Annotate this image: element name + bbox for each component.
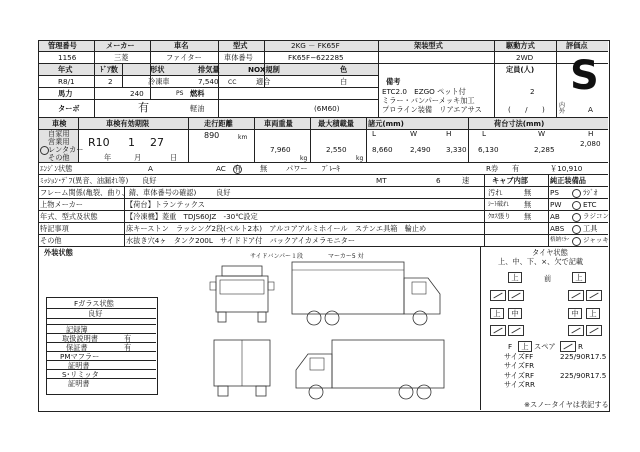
s-limiter-label: S･リミッタ: [62, 370, 99, 379]
sharyo-juryo-label: 車両重量: [264, 119, 293, 128]
keijo-label: 形状: [150, 65, 165, 74]
line: [94, 99, 95, 117]
hosho-value: 有: [124, 343, 132, 352]
nai-value: A: [588, 105, 593, 114]
teiin-paren: ( / ): [508, 105, 545, 114]
mission-label: ﾐｯｼｮﾝ･ﾃﾞﾌ(異音、油漏れ等): [40, 176, 129, 185]
shaken-day: 27: [150, 136, 164, 149]
tsuki-label: 月: [134, 153, 142, 162]
biko-line-2: ミラー・バンパーメッキ加工: [382, 96, 475, 105]
tire-slot: [568, 325, 584, 336]
tire-slot: [490, 290, 506, 301]
hi-label: 日: [170, 153, 178, 162]
line: [38, 87, 378, 88]
line: [38, 129, 608, 130]
kudo-value: 2WD: [516, 53, 534, 62]
cabin-item-value: 無: [524, 200, 532, 209]
cabin-item-label: 汚れ: [488, 188, 503, 197]
truck-rear-view: [208, 336, 278, 400]
line: [366, 117, 367, 162]
W-label: W: [410, 129, 418, 138]
hyoka-label: 評価点: [566, 41, 588, 50]
equip-pw: PW: [550, 200, 562, 209]
L-value: 8,660: [372, 145, 393, 154]
tire-slot: [560, 341, 576, 352]
nox-value: 適合: [256, 77, 271, 86]
power-label: パワー: [286, 164, 308, 173]
W2-value: 2,285: [534, 145, 555, 154]
size-ff-label: サイズFF: [504, 352, 534, 361]
rental-label: レンタカー: [48, 145, 84, 154]
W-value: 2,490: [410, 145, 431, 154]
shaken-label: 車検: [52, 119, 67, 128]
line: [94, 40, 95, 99]
appraisal-sheet: [38, 40, 608, 410]
rikaku-label: R券: [486, 164, 499, 173]
equip-etc: ETC: [583, 200, 597, 209]
mission-value: 良好: [142, 176, 157, 185]
line: [46, 318, 156, 319]
tire-f-label: F: [508, 342, 513, 351]
gaikan-label: 外装状態: [44, 248, 73, 257]
nai-label: 内: [559, 102, 566, 109]
tire-front-left: 上: [508, 272, 522, 283]
tire-slot: [586, 290, 602, 301]
tire-rear-3: 中: [568, 308, 582, 319]
iro-label: 色: [340, 65, 348, 74]
shaken-month: 1: [128, 136, 135, 149]
recycle-value: ￥10,910: [550, 164, 583, 173]
gear-value: (6M60): [314, 104, 340, 113]
line: [38, 51, 608, 52]
tire-slot: [508, 325, 524, 336]
bumper-note: サイドバンパー１段: [250, 253, 304, 260]
kasou-katashiki-label: 年式、型式及状態: [40, 212, 98, 221]
shomeisho-1: 証明書: [68, 361, 90, 370]
tire-slot: [586, 325, 602, 336]
sekisai-value: 2,550: [326, 145, 347, 154]
H-value: 3,330: [446, 145, 467, 154]
shamei-value: ファイター: [166, 53, 202, 62]
tire-spare: 上: [518, 341, 532, 352]
sonota-row-label: その他: [40, 236, 62, 245]
line: [38, 75, 378, 76]
frame-label: フレーム関係(亀裂、曲り、錆、車体番号の確認): [40, 188, 197, 197]
f-glass-value: 良好: [88, 309, 103, 318]
shomeisho-2: 証明書: [68, 379, 90, 388]
equip-radio: ﾗｼﾞｵ: [583, 188, 598, 197]
line: [188, 117, 189, 162]
kaisou-katashiki-label: 架装型式: [414, 41, 443, 50]
kasou-katashiki-value: 【冷凍機】菱重 TDJS60JZ -30℃設定: [126, 212, 258, 221]
speeds-value: 6: [436, 176, 441, 185]
equip-kogu: 工具: [583, 224, 598, 233]
km-unit: km: [238, 134, 248, 141]
maker-value: 三菱: [114, 53, 129, 62]
line: [38, 174, 608, 175]
keijo-value: 冷凍車: [148, 77, 170, 86]
line: [264, 40, 265, 63]
kudo-label: 駆動方式: [506, 41, 535, 50]
line: [378, 40, 379, 117]
kasou-maker-label: 上物メーカー: [40, 200, 83, 209]
turbo-label: ターボ: [58, 104, 80, 113]
engine-value: A: [148, 164, 153, 173]
cabin-item-value: 無: [524, 212, 532, 221]
tire-front-right: 上: [572, 272, 586, 283]
equip-mirror: 格納ﾐﾗｰ: [550, 237, 570, 243]
equip-radicon: ラジコン: [583, 212, 609, 220]
equip-jack: ジャッキ: [583, 236, 609, 244]
W2-label: W: [538, 129, 546, 138]
size-ff-value: 225/90R17.5: [560, 352, 607, 361]
haikiryo-value: 7,540: [198, 77, 219, 86]
biko-line-3: プロライン装備 リアエアサス: [382, 105, 482, 114]
equip-ab-circle: [572, 213, 581, 222]
shatai-value: FK65F−622285: [288, 53, 344, 62]
shaken-R: R10: [88, 136, 110, 149]
shaken-kigen-label: 車検有効期限: [106, 119, 150, 128]
bariki-value: 240: [130, 89, 144, 98]
biko-line-1: ETC2.0 EZGO ペット付: [382, 87, 466, 96]
teiin-label: 定員(人): [506, 65, 535, 74]
gai-label: 外: [559, 108, 566, 115]
sonota-row-value: 水抜き穴4ヶ タンク200L サイドドア付 バックアイカメラモニター: [126, 236, 356, 245]
H2-label: H: [588, 129, 594, 138]
cabin-item-label: ｸﾛｽ張り: [488, 212, 511, 220]
cabin-item-value: 無: [524, 188, 532, 197]
nenshiki-value: R8/1: [58, 77, 75, 86]
teiin-value: 2: [530, 87, 535, 96]
kyori-value: 890: [204, 131, 220, 140]
ac-yes: 有: [234, 164, 242, 173]
cabin-item-label: ｼｰﾄ破れ: [488, 201, 510, 208]
truck-side-view-top: [288, 258, 448, 330]
kanri-bango-label: 管理番号: [48, 41, 77, 50]
line: [480, 246, 481, 410]
mt-label: MT: [376, 176, 387, 185]
tokki-label: 特記事項: [40, 224, 69, 233]
tire-mae-label: 前: [544, 274, 552, 283]
nenryo-label: 燃料: [190, 89, 205, 98]
jika-label: 自家用: [48, 129, 70, 138]
katashiki-label: 型式: [233, 41, 248, 50]
hosho-label: 保証書: [66, 343, 88, 352]
equip-abs: ABS: [550, 224, 565, 233]
truck-front-view: [208, 262, 278, 326]
rikaku-value: 有: [512, 164, 520, 173]
line: [484, 174, 485, 246]
tire-slot: [568, 290, 584, 301]
size-rf-value: 225/90R17.5: [560, 371, 607, 380]
truck-side-view-bottom: [288, 336, 448, 402]
equip-mirror-circle: [572, 237, 581, 246]
haikiryo-label: 排気量: [198, 65, 220, 74]
ac-no: 無: [260, 164, 268, 173]
engine-label: ｴﾝｼﾞﾝ状態: [40, 164, 73, 173]
brake-label: ﾌﾞﾚｰｷ: [322, 164, 340, 173]
tokki-value: 床キーストン ラッシング2段(ベルト2本) アルコアアルミホイール ステンエ具箱 輪止め: [126, 224, 427, 233]
tire-slot: [490, 325, 506, 336]
toriatsukai-label: 取扱説明書: [62, 334, 98, 343]
ps-unit: PS: [176, 90, 184, 97]
sharyo-value: 7,960: [270, 145, 291, 154]
f-glass-label: Fガラス状態: [74, 299, 114, 308]
nox-label: NOX規制: [248, 65, 280, 74]
nenryo-value: 軽油: [190, 104, 205, 113]
tire-spare-label: スペア: [534, 342, 556, 351]
H2-value: 2,080: [580, 139, 601, 148]
toriatsukai-value: 有: [124, 334, 132, 343]
tire-title: タイヤ状態: [532, 248, 568, 257]
tire-legend: 上、中、下、×、欠で記載: [498, 257, 584, 266]
line: [38, 246, 608, 247]
line: [556, 40, 557, 117]
line: [218, 99, 219, 117]
size-rr-label: サイズRR: [504, 380, 535, 389]
L-label: L: [372, 129, 377, 138]
line: [78, 117, 79, 162]
equip-ps-circle: [572, 189, 581, 198]
saidai-sekisai-label: 最大積載量: [318, 119, 354, 128]
pm-label: PMマフラー: [60, 352, 100, 361]
marker-note: マーカー5 対: [328, 253, 364, 260]
line: [468, 117, 469, 162]
line: [494, 40, 495, 117]
sonota-label: その他: [48, 153, 70, 162]
eigyo-label: 営業用: [48, 137, 70, 146]
line: [122, 63, 123, 87]
line: [38, 63, 608, 64]
line: [38, 162, 608, 163]
shamei-label: 車名: [174, 41, 189, 50]
size-fr-label: サイズFR: [504, 361, 535, 370]
tire-r-label: R: [578, 342, 583, 351]
line: [310, 117, 311, 162]
cc-unit: CC: [228, 79, 237, 86]
equip-ps: PS: [550, 188, 559, 197]
nenshiki-label: 年式: [58, 65, 73, 74]
equip-abs-circle: [572, 225, 581, 234]
frame-value: 良好: [216, 188, 231, 197]
soku-label: 速: [462, 176, 470, 185]
bariki-label: 馬力: [58, 89, 73, 98]
snow-note: ※スノータイヤは表記する: [524, 400, 609, 409]
doors-value: 2: [108, 77, 113, 86]
niudai-label: 荷台寸法(mm): [494, 119, 545, 128]
iro-value: 白: [340, 77, 348, 86]
nen-label: 年: [104, 153, 112, 162]
shogen-label: 諸元(mm): [368, 119, 404, 128]
equip-ab: AB: [550, 212, 560, 221]
ac-label: AC: [216, 164, 226, 173]
kg-unit-1: kg: [300, 155, 308, 162]
line: [46, 324, 156, 325]
tire-rear-2: 中: [508, 308, 522, 319]
tire-rear-1: 上: [490, 308, 504, 319]
cabin-label: キャブ内部: [492, 176, 528, 185]
soukou-label: 走行距離: [204, 119, 233, 128]
maker-label: メーカー: [106, 41, 135, 50]
grade-value: S: [570, 53, 599, 99]
kg-unit-2: kg: [356, 155, 364, 162]
kasou-maker-value: 【荷台】トランテックス: [126, 200, 205, 209]
line: [38, 99, 378, 100]
biko-label: 備考: [386, 77, 401, 86]
katashiki-value: 2KG － FK65F: [291, 41, 340, 50]
kiroku-label: 記録簿: [66, 325, 88, 334]
turbo-value: 有: [138, 101, 149, 114]
L2-value: 6,130: [478, 145, 499, 154]
kanri-value: 1156: [58, 53, 77, 62]
equip-pw-circle: [572, 201, 581, 210]
doors-label: ﾄﾞｱ数: [100, 65, 118, 74]
H-label: H: [446, 129, 452, 138]
line: [548, 174, 549, 246]
junsei-label: 純正装備品: [550, 176, 586, 185]
tire-rear-4: 上: [586, 308, 600, 319]
shatai-bango-label: 車体番号: [224, 53, 253, 62]
L2-label: L: [482, 129, 487, 138]
line: [254, 117, 255, 162]
line: [38, 117, 608, 118]
size-rf-label: サイズRF: [504, 371, 535, 380]
tire-slot: [508, 290, 524, 301]
